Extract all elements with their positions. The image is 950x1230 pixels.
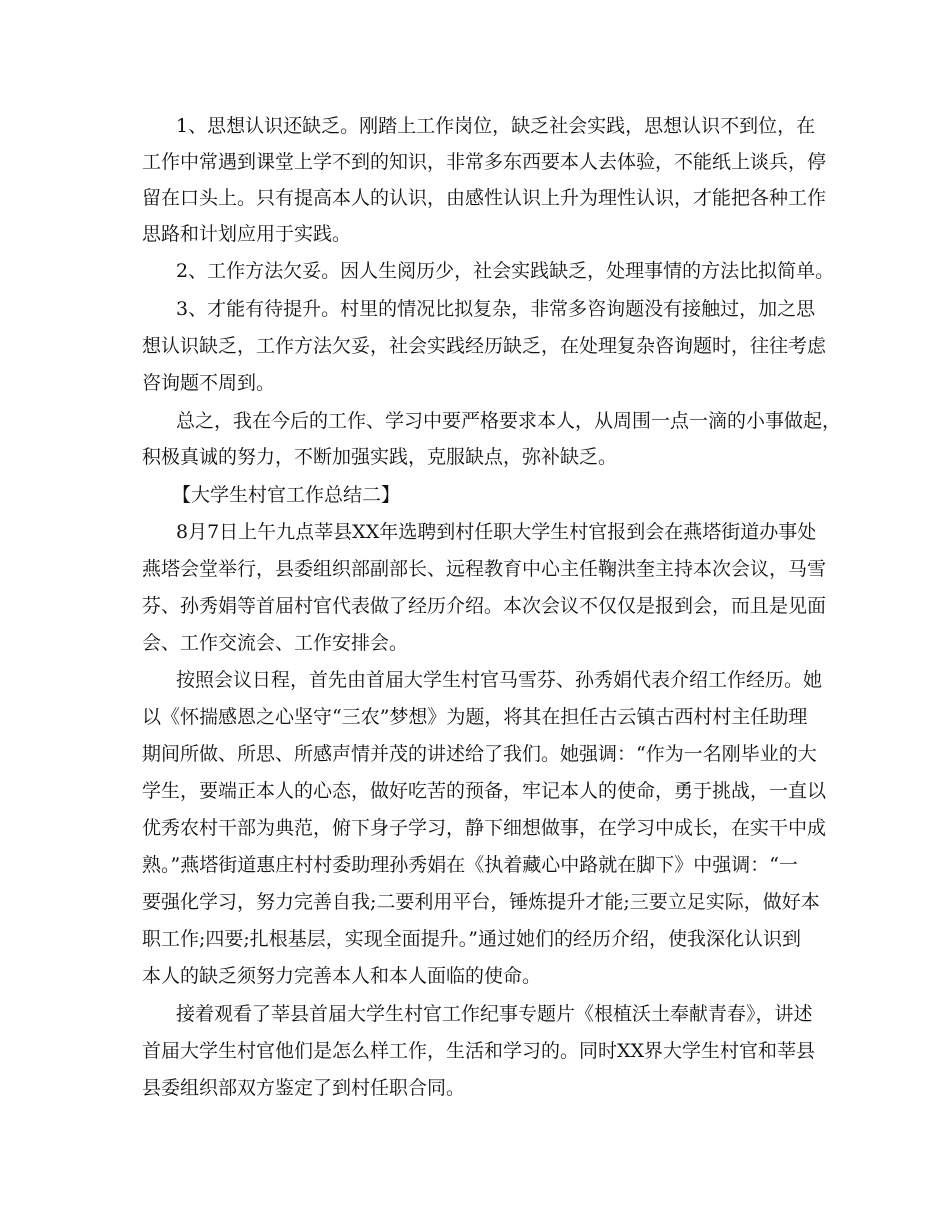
paragraph-6-line-1: 按照会议日程，首先由首届大学生村官马雪芬、孙秀娟代表介绍工作经历。她 [176, 669, 823, 691]
paragraph-6-line-8: 职工作;四要;扎根基层，实现全面提升。”通过她们的经历介绍，使我深化认识到 [142, 928, 802, 950]
paragraph-1-line-1: 1、思想认识还缺乏。刚踏上工作岗位，缺乏社会实践，思想认识不到位，在 [176, 115, 816, 137]
paragraph-3-line-2: 想认识缺乏，工作方法欠妥，社会实践经历缺乏，在处理复杂咨询题时，往往考虑 [142, 335, 827, 357]
paragraph-3-line-3: 咨询题不周到。 [142, 372, 276, 394]
paragraph-1-line-3: 留在口头上。只有提高本人的认识，由感性认识上升为理性认识，才能把各种工作 [142, 187, 827, 209]
paragraph-7-line-2: 首届大学生村官他们是怎么样工作，生活和学习的。同时XX界大学生村官和莘县 [142, 1040, 816, 1062]
paragraph-5-line-1: 8月7日上午九点莘县XX年选聘到村任职大学生村官报到会在燕塔街道办事处 [176, 521, 817, 543]
paragraph-6-line-4: 学生，要端正本人的心态，做好吃苦的预备，牢记本人的使命，勇于挑战，一直以 [142, 780, 827, 802]
paragraph-5-line-3: 芬、孙秀娟等首届村官代表做了经历介绍。本次会议不仅仅是报到会，而且是见面 [142, 595, 827, 617]
paragraph-6-line-2: 以《怀揣感恩之心坚守“三农”梦想》为题，将其在担任古云镇古西村村主任助理 [142, 706, 808, 728]
paragraph-5-line-4: 会、工作交流会、工作安排会。 [142, 632, 409, 654]
section-heading: 【大学生村官工作总结二】 [172, 484, 401, 506]
paragraph-1-line-2: 工作中常遇到课堂上学不到的知识，非常多东西要本人去体验，不能纸上谈兵，停 [142, 151, 827, 173]
paragraph-7-line-3: 县委组织部双方鉴定了到村任职合同。 [142, 1077, 466, 1099]
paragraph-7-line-1: 接着观看了莘县首届大学生村官工作纪事专题片《根植沃土奉献青春》，讲述 [176, 1003, 813, 1025]
paragraph-4-line-1: 总之，我在今后的工作、学习中要严格要求本人，从周围一点一滴的小事做起， [176, 410, 842, 432]
paragraph-6-line-5: 优秀农村干部为典范，俯下身子学习，静下细想做事，在学习中成长，在实干中成 [142, 817, 827, 839]
paragraph-2-line-1: 2、工作方法欠妥。因人生阅历少，社会实践缺乏，处理事情的方法比拟简单。 [176, 260, 835, 282]
paragraph-5-line-2: 燕塔会堂举行，县委组织部副部长、远程教育中心主任鞠洪奎主持本次会议，马雪 [142, 558, 827, 580]
paragraph-3-line-1: 3、才能有待提升。村里的情况比拟复杂，非常多咨询题没有接触过，加之思 [176, 298, 816, 320]
paragraph-6-line-3: 期间所做、所思、所感声情并茂的讲述给了我们。她强调：“作为一名刚毕业的大 [142, 743, 817, 765]
paragraph-1-line-4: 思路和计划应用于实践。 [142, 223, 352, 245]
paragraph-6-line-9: 本人的缺乏须努力完善本人和本人面临的使命。 [142, 965, 542, 987]
paragraph-6-line-7: 要强化学习，努力完善自我;二要利用平台，锤炼提升才能;三要立足实际，做好本 [142, 891, 820, 913]
paragraph-4-line-2: 积极真诚的努力，不断加强实践，克服缺点，弥补缺乏。 [142, 446, 618, 468]
paragraph-6-line-6: 熟。”燕塔街道惠庄村村委助理孙秀娟在《执着藏心中路就在脚下》中强调：“一 [142, 854, 798, 876]
